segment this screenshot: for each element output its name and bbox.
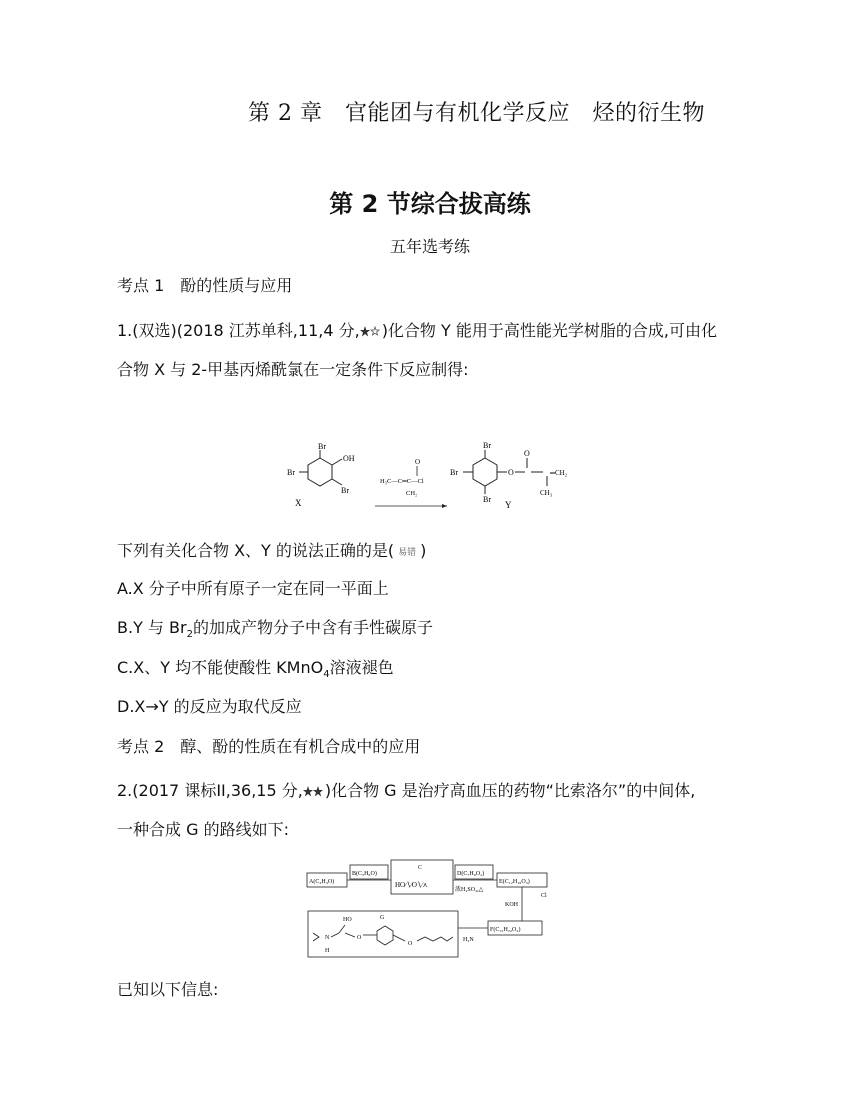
reaction-x-to-y-diagram bbox=[285, 440, 585, 515]
compound-g-structure bbox=[313, 925, 453, 945]
x-br-left: Br bbox=[287, 468, 295, 477]
option-b bbox=[117, 615, 433, 640]
option-b-pre: B.Y 与 Br bbox=[117, 618, 187, 637]
reagent-amine: H₂N bbox=[463, 937, 474, 943]
q2-line1-b: )化合物 G 是治疗高血压的药物“比索洛尔”的中间体, bbox=[324, 781, 696, 800]
y-br-top: Br bbox=[483, 441, 491, 450]
compound-x-structure bbox=[299, 450, 342, 486]
option-d: D.X→Y 的反应为取代反应 bbox=[117, 697, 302, 716]
option-c-pre: C.X、Y 均不能使酸性 KMnO bbox=[117, 658, 324, 677]
q1-line2: 合物 X 与 2-甲基丙烯酰氯在一定条件下反应制得: bbox=[117, 360, 469, 379]
y-ch2: ═CH₂ bbox=[550, 469, 568, 477]
compound-d: D(C₇H₈O₂) bbox=[457, 871, 485, 877]
label-y: Y bbox=[505, 500, 512, 510]
synthesis-route-diagram bbox=[305, 855, 555, 965]
option-b-sub: 2 bbox=[186, 629, 193, 641]
reagent-ch2: CH₂ bbox=[406, 490, 418, 497]
y-carbonyl-o: O bbox=[524, 449, 530, 458]
option-b-post: 的加成产物分子中含有手性碳原子 bbox=[192, 618, 433, 637]
y-br-left: Br bbox=[450, 468, 458, 477]
point1-heading: 考点 1 酚的性质与应用 bbox=[117, 276, 293, 295]
q2-line2: 一种合成 G 的路线如下: bbox=[117, 820, 289, 839]
point2-heading: 考点 2 醇、酚的性质在有机合成中的应用 bbox=[117, 737, 421, 756]
compound-y-structure bbox=[463, 450, 547, 494]
g-ho: HO bbox=[343, 917, 352, 923]
compound-c-structure: HO∕∖∕O∖∕⋏ bbox=[395, 881, 428, 889]
option-c-sub: 4 bbox=[323, 669, 330, 681]
label-x: X bbox=[295, 498, 302, 508]
compound-g-label: G bbox=[380, 915, 385, 921]
g-o1: O bbox=[357, 935, 362, 941]
q1-stem-text: 下列有关化合物 X、Y 的说法正确的是( bbox=[117, 541, 395, 560]
g-h: H bbox=[325, 948, 330, 954]
compound-e: E(C₁₂H₁₈O₃) bbox=[499, 879, 530, 885]
difficulty-stars-icon bbox=[303, 785, 325, 799]
q2-line1-a: 2.(2017 课标II,36,15 分, bbox=[117, 781, 303, 800]
g-o2: O bbox=[408, 941, 413, 947]
q1-line1 bbox=[117, 318, 717, 341]
q2-line1 bbox=[117, 778, 695, 801]
option-a: A.X 分子中所有原子一定在同一平面上 bbox=[117, 579, 389, 598]
q1-stem-end: ) bbox=[420, 541, 427, 560]
option-c-post: 溶液褪色 bbox=[329, 658, 394, 677]
q1-line1-a: 1.(双选)(2018 江苏单科,11,4 分, bbox=[117, 321, 360, 340]
difficulty-stars-icon bbox=[360, 325, 382, 339]
q1-line1-b: )化合物 Y 能用于高性能光学树脂的合成,可由化 bbox=[381, 321, 717, 340]
compound-c-label: C bbox=[418, 865, 423, 871]
reagent-cl: Cl bbox=[541, 893, 547, 899]
y-br-bottom: Br bbox=[483, 495, 491, 504]
section-title: 第 2 节综合拔高练 bbox=[329, 190, 531, 218]
compound-f: F(C₁₅H₂₂O₄) bbox=[490, 927, 521, 933]
y-ch3: CH₃ bbox=[540, 489, 553, 497]
option-c bbox=[117, 655, 394, 680]
reagent-koh: KOH bbox=[505, 902, 518, 908]
subtitle: 五年选考练 bbox=[389, 237, 470, 256]
reagent-o: O bbox=[415, 458, 421, 466]
x-oh: OH bbox=[343, 454, 355, 463]
compound-a: A(C₂H₄O) bbox=[309, 879, 335, 885]
x-br-bottom: Br bbox=[341, 486, 349, 495]
q1-stem bbox=[117, 538, 426, 561]
y-ester-o: O bbox=[508, 468, 514, 477]
g-n: N bbox=[325, 935, 330, 941]
compound-b: B(C₃H₈O) bbox=[352, 871, 377, 877]
chapter-title: 第 2 章 官能团与有机化学反应 烃的衍生物 bbox=[248, 101, 705, 126]
error-prone-tag: 易错 bbox=[398, 548, 417, 558]
x-br-top: Br bbox=[318, 442, 326, 451]
known-info: 已知以下信息: bbox=[117, 980, 219, 999]
condition-1: 浓H₂SO₄,△ bbox=[455, 887, 484, 893]
reagent-formula: H₃C—C═C—Cl bbox=[380, 478, 424, 485]
